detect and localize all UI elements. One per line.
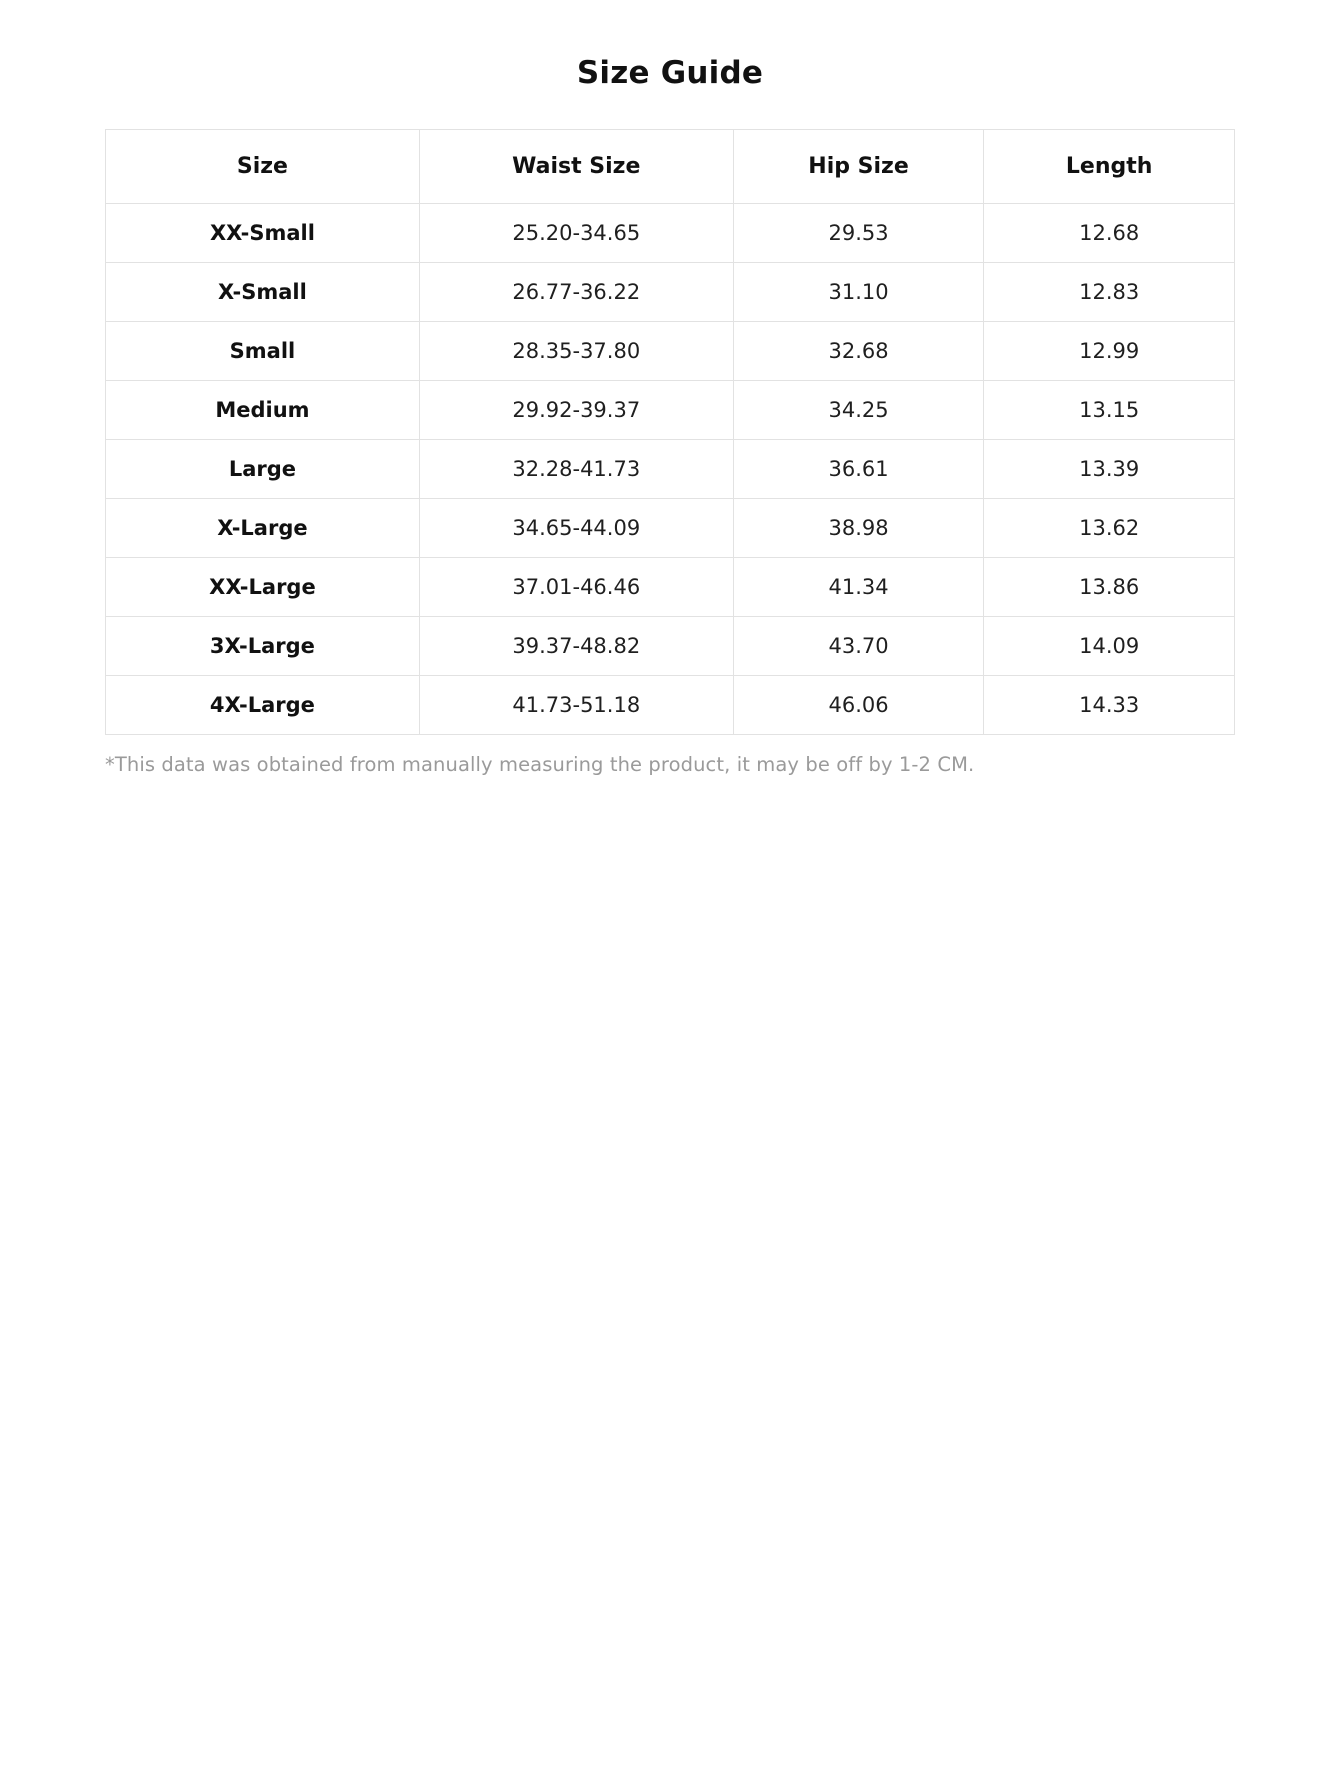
table-row [106, 617, 1235, 676]
cell-waist: 26.77-36.22 [419, 263, 733, 322]
cell-hip: 31.10 [733, 263, 984, 322]
cell-waist: 25.20-34.65 [419, 204, 733, 263]
column-header-hip-size: Hip Size [733, 130, 984, 204]
cell-size: X-Large [106, 499, 420, 558]
cell-waist: 28.35-37.80 [419, 322, 733, 381]
column-header-size: Size [106, 130, 420, 204]
table-header-row [106, 130, 1235, 204]
cell-waist: 37.01-46.46 [419, 558, 733, 617]
size-guide-table [105, 129, 1235, 735]
cell-waist: 39.37-48.82 [419, 617, 733, 676]
cell-hip: 38.98 [733, 499, 984, 558]
table-row [106, 322, 1235, 381]
table-row [106, 204, 1235, 263]
table-header [106, 130, 1235, 204]
cell-length: 12.83 [984, 263, 1235, 322]
table-row [106, 558, 1235, 617]
cell-size: X-Small [106, 263, 420, 322]
cell-size: XX-Large [106, 558, 420, 617]
cell-waist: 34.65-44.09 [419, 499, 733, 558]
column-header-length: Length [984, 130, 1235, 204]
cell-hip: 36.61 [733, 440, 984, 499]
cell-length: 14.09 [984, 617, 1235, 676]
table-row [106, 440, 1235, 499]
cell-waist: 32.28-41.73 [419, 440, 733, 499]
table-row [106, 263, 1235, 322]
table-row [106, 499, 1235, 558]
cell-size: Medium [106, 381, 420, 440]
table-row [106, 381, 1235, 440]
cell-size: 3X-Large [106, 617, 420, 676]
measurement-disclaimer: *This data was obtained from manually measuring the product, it may be off by 1-2 CM. [105, 753, 975, 776]
cell-hip: 41.34 [733, 558, 984, 617]
cell-hip: 46.06 [733, 676, 984, 735]
cell-hip: 43.70 [733, 617, 984, 676]
cell-length: 13.15 [984, 381, 1235, 440]
cell-hip: 32.68 [733, 322, 984, 381]
column-header-waist-size: Waist Size [419, 130, 733, 204]
cell-length: 12.99 [984, 322, 1235, 381]
cell-hip: 34.25 [733, 381, 984, 440]
cell-waist: 41.73-51.18 [419, 676, 733, 735]
cell-size: XX-Small [106, 204, 420, 263]
cell-length: 12.68 [984, 204, 1235, 263]
cell-hip: 29.53 [733, 204, 984, 263]
cell-size: Large [106, 440, 420, 499]
cell-waist: 29.92-39.37 [419, 381, 733, 440]
table-row [106, 676, 1235, 735]
page-title: Size Guide [576, 55, 764, 91]
cell-length: 14.33 [984, 676, 1235, 735]
table-body [106, 204, 1235, 735]
cell-length: 13.62 [984, 499, 1235, 558]
size-guide-page [0, 0, 1340, 777]
cell-size: 4X-Large [106, 676, 420, 735]
cell-length: 13.39 [984, 440, 1235, 499]
cell-length: 13.86 [984, 558, 1235, 617]
cell-size: Small [106, 322, 420, 381]
